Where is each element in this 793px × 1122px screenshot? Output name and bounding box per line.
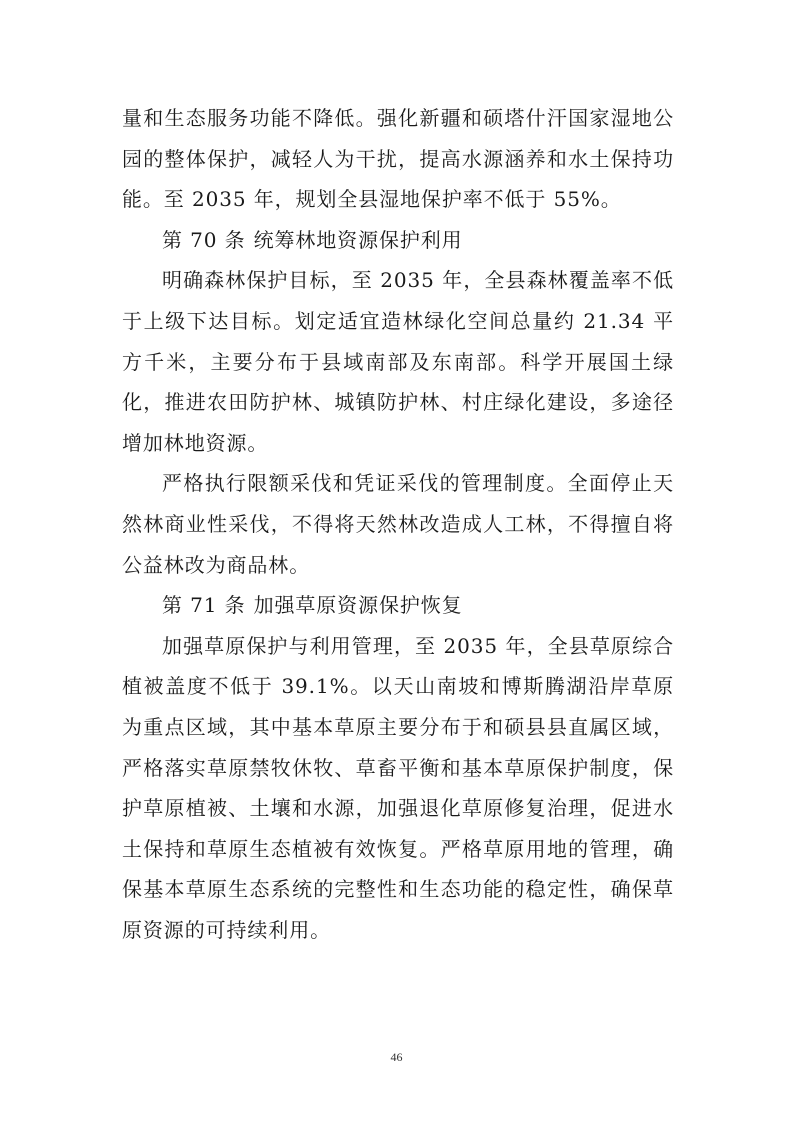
paragraph-grassland-protection: 加强草原保护与利用管理，至 2035 年，全县草原综合植被盖度不低于 39.1%。以天山南坡和博斯腾湖沿岸草原为重点区域，其中基本草原主要分布于和硕县县直属区域，严格落实草原禁牧休牧、草畜平衡和基本草原保护制度，保护草原植被、土壤和水源，加强退化草原修复治理，促进水土保持和草原生态植被有效恢复。严格草原用地的管理，确保基本草原生态系统的完整性和生态功能的稳定性，确保草原资源的可持续利用。 (122, 633, 674, 942)
document-body (122, 98, 674, 950)
paragraph-logging-management: 严格执行限额采伐和凭证采伐的管理制度。全面停止天然林商业性采伐，不得将天然林改造成人工林，不得擅自将公益林改为商品林。 (122, 471, 674, 577)
paragraph-wetland-protection: 量和生态服务功能不降低。强化新疆和硕塔什汗国家湿地公园的整体保护，减轻人为干扰，提高水源涵养和水土保持功能。至 2035 年，规划全县湿地保护率不低于 55%。 (122, 106, 674, 212)
article-70-number: 第 70 条 (162, 227, 246, 252)
article-70-heading (122, 220, 674, 261)
article-70-title: 统筹林地资源保护利用 (253, 227, 463, 252)
article-71-number: 第 71 条 (162, 593, 246, 618)
paragraph-forest-protection: 明确森林保护目标，至 2035 年，全县森林覆盖率不低于上级下达目标。划定适宜造林绿化空间总量约 21.34 平方千米，主要分布于县域南部及东南部。科学开展国土绿化，推进农田防护林、城镇防护林、村庄绿化建设，多途径增加林地资源。 (122, 268, 674, 455)
page-number: 46 (390, 1050, 403, 1064)
article-71-title: 加强草原资源保护恢复 (253, 593, 463, 618)
article-71-heading (122, 585, 674, 626)
